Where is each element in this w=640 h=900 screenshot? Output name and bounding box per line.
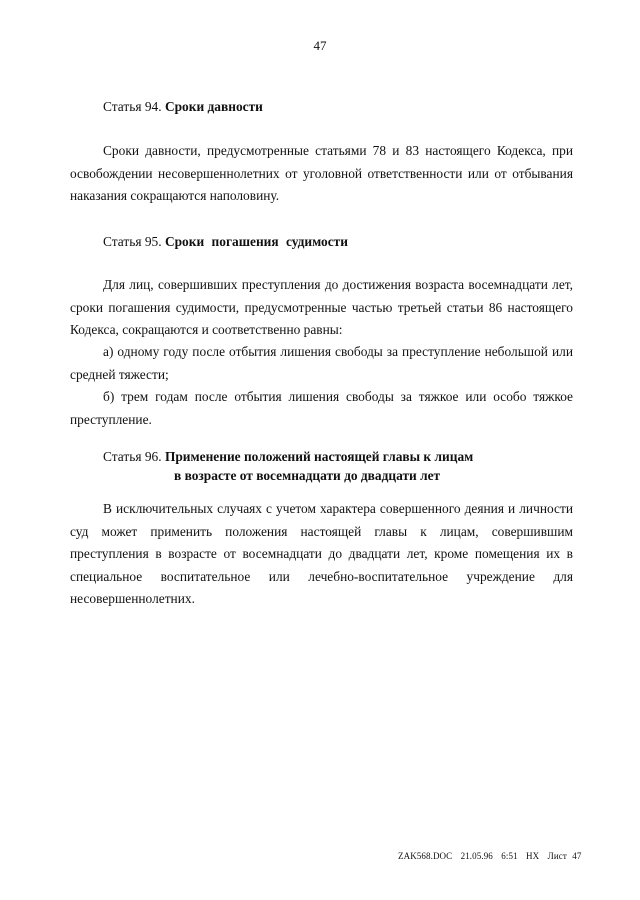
article-95-paragraph-3: б) трем годам после отбытия лишения свободы за тяжкое или особо тяжкое преступление.: [70, 389, 573, 427]
footer-code: НХ: [526, 851, 540, 861]
article-94-heading: [103, 96, 573, 118]
footer-sheet-number: 47: [572, 851, 582, 861]
page-number: 47: [313, 38, 327, 53]
article-95-paragraph-1: Для лиц, совершивших преступления до достижения возраста восемнадцати лет, сроки погашения судимости, предусмотренные частью третьей статьи 86 настоящего Кодекса, сокращаются и соответственно равны:: [70, 277, 573, 337]
footer-date: 21.05.96: [460, 851, 493, 861]
article-94-paragraph: Сроки давности, предусмотренные статьями 78 и 83 настоящего Кодекса, при освобождении несовершеннолетних от уголовной ответственности или от отбывания наказания сокращаются наполовину.: [70, 143, 573, 203]
article-95-heading: [103, 231, 573, 253]
article-96-heading: [103, 446, 573, 484]
article-title: Сроки давности: [164, 99, 263, 114]
footer-file: ZAK568.DOC: [398, 851, 453, 861]
article-label: Статья 95.: [103, 234, 162, 249]
article-title: Сроки погашения судимости: [164, 234, 348, 249]
footer-sheet-label: Лист: [547, 851, 567, 861]
document-footer: [398, 851, 587, 861]
article-title-line-1: Применение положений настоящей главы к лицам: [164, 449, 474, 464]
article-96-paragraph: В исключительных случаях с учетом характера совершенного деяния и личности суд может применить положения настоящей главы к лицам, совершившим преступления в возрасте от восемнадцати до двадцати лет, кроме помещения их в специальное воспитательное или лечебно-воспитательное учреждение для несовершеннолетних.: [70, 501, 573, 606]
article-95-paragraph-2: а) одному году после отбытия лишения свободы за преступление небольшой или средней тяжести;: [70, 344, 573, 382]
article-label: Статья 94.: [103, 99, 162, 114]
article-label: Статья 96.: [103, 449, 162, 464]
footer-time: 6:51: [501, 851, 518, 861]
article-title-line-2: в возрасте от восемнадцати до двадцати лет: [174, 468, 441, 483]
